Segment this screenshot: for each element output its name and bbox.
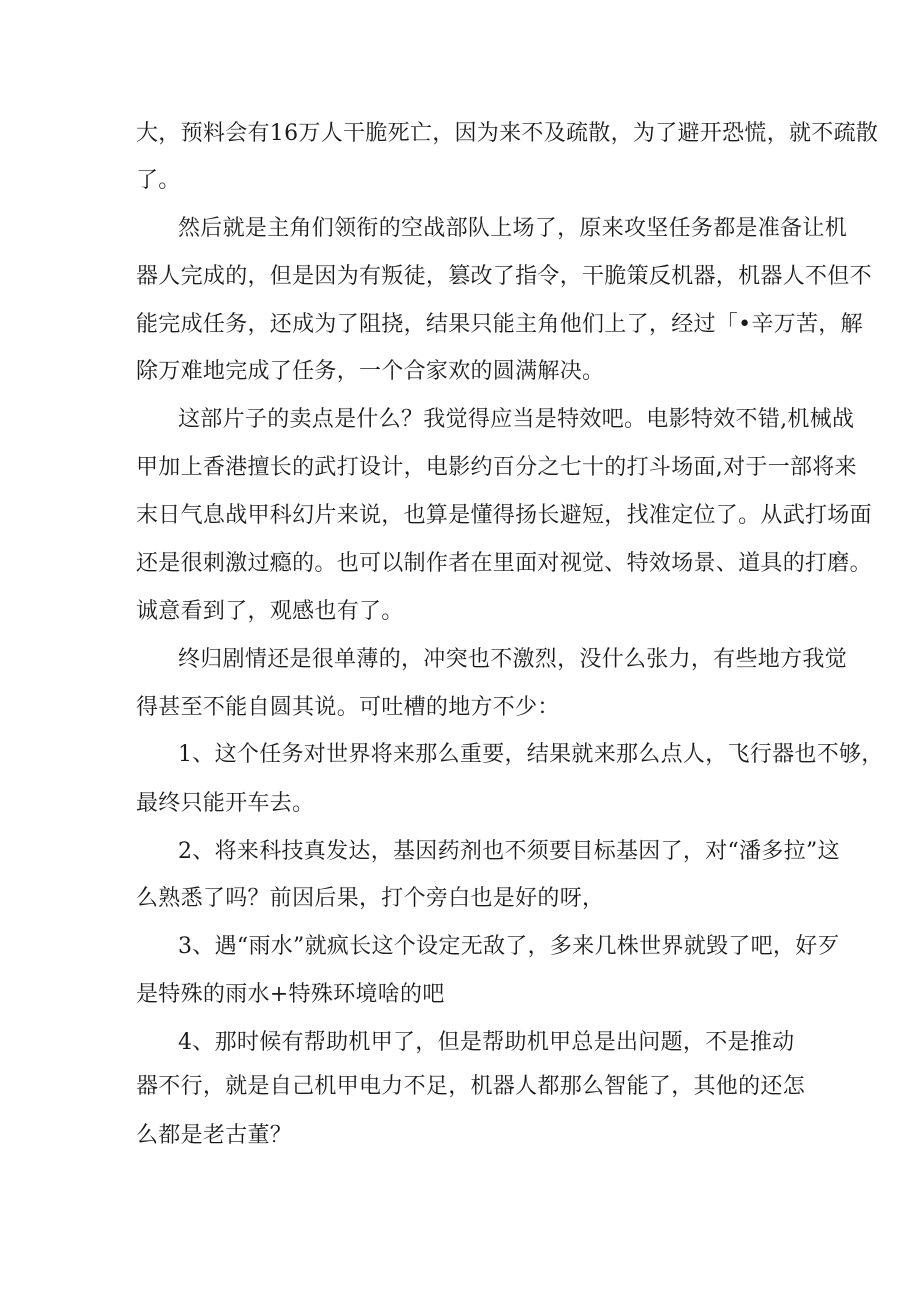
text-line: 诚意看到了，观感也有了。 [136,599,404,624]
text-line: 最终只能开车去。 [136,791,315,816]
text-line: 2、将来科技真发达，基因药剂也不须要目标基因了，对“潘多拉”这 [178,839,840,864]
text-line: 然后就是主角们领衔的空战部队上场了，原来攻坚任务都是准备让机 [178,216,848,241]
text-line: 末日气息战甲科幻片来说，也算是懂得扬长避短，找准定位了。从武打场面 [136,503,872,528]
text-line: 大，预料会有16万人干脆死亡，因为来不及疏散，为了避开恐慌，就不疏散 [136,121,879,146]
text-line: 3、遇“雨水”就疯长这个设定无敌了，多来几株世界就毁了吧，好歹 [178,934,840,959]
text-line: 还是很刺激过瘾的。也可以制作者在里面对视觉、特效场景、道具的打磨。 [136,551,872,576]
text-line: 器不行，就是自己机甲电力不足，机器人都那么智能了，其他的还怎 [136,1074,806,1099]
text-line: 了。 [136,168,181,193]
text-line: 器人完成的，但是因为有叛徒，篡改了指令，干脆策反机器，机器人不但不 [136,264,872,289]
text-line: 1、这个任务对世界将来那么重要，结果就来那么点人，飞行器也不够， [178,742,884,767]
text-line: 这部片子的卖点是什么？我觉得应当是特效吧。电影特效不错,机械战 [178,407,855,432]
text-line: 终归剧情还是很单薄的，冲突也不激烈，没什么张力，有些地方我觉 [178,647,848,672]
text-line: 是特殊的雨水+特殊环境啥的吧 [136,982,445,1007]
text-line: 么熟悉了吗？前因后果，打个旁白也是好的呀， [136,886,605,911]
text-line: 甲加上香港擅长的武打设计，电影约百分之七十的打斗场面,对于一部将来 [136,455,857,480]
text-line: 4、那时候有帮助机甲了，但是帮助机甲总是出问题，不是推动 [178,1030,795,1055]
text-line: 除万难地完成了任务，一个合家欢的圆满解决。 [136,359,605,384]
text-line: 么都是老古董？ [136,1123,293,1148]
text-line: 得甚至不能自圆其说。可吐槽的地方不少： [136,695,560,720]
text-line: 能完成任务，还成为了阻挠，结果只能主角他们上了，经过「•辛万苦，解 [136,312,863,337]
